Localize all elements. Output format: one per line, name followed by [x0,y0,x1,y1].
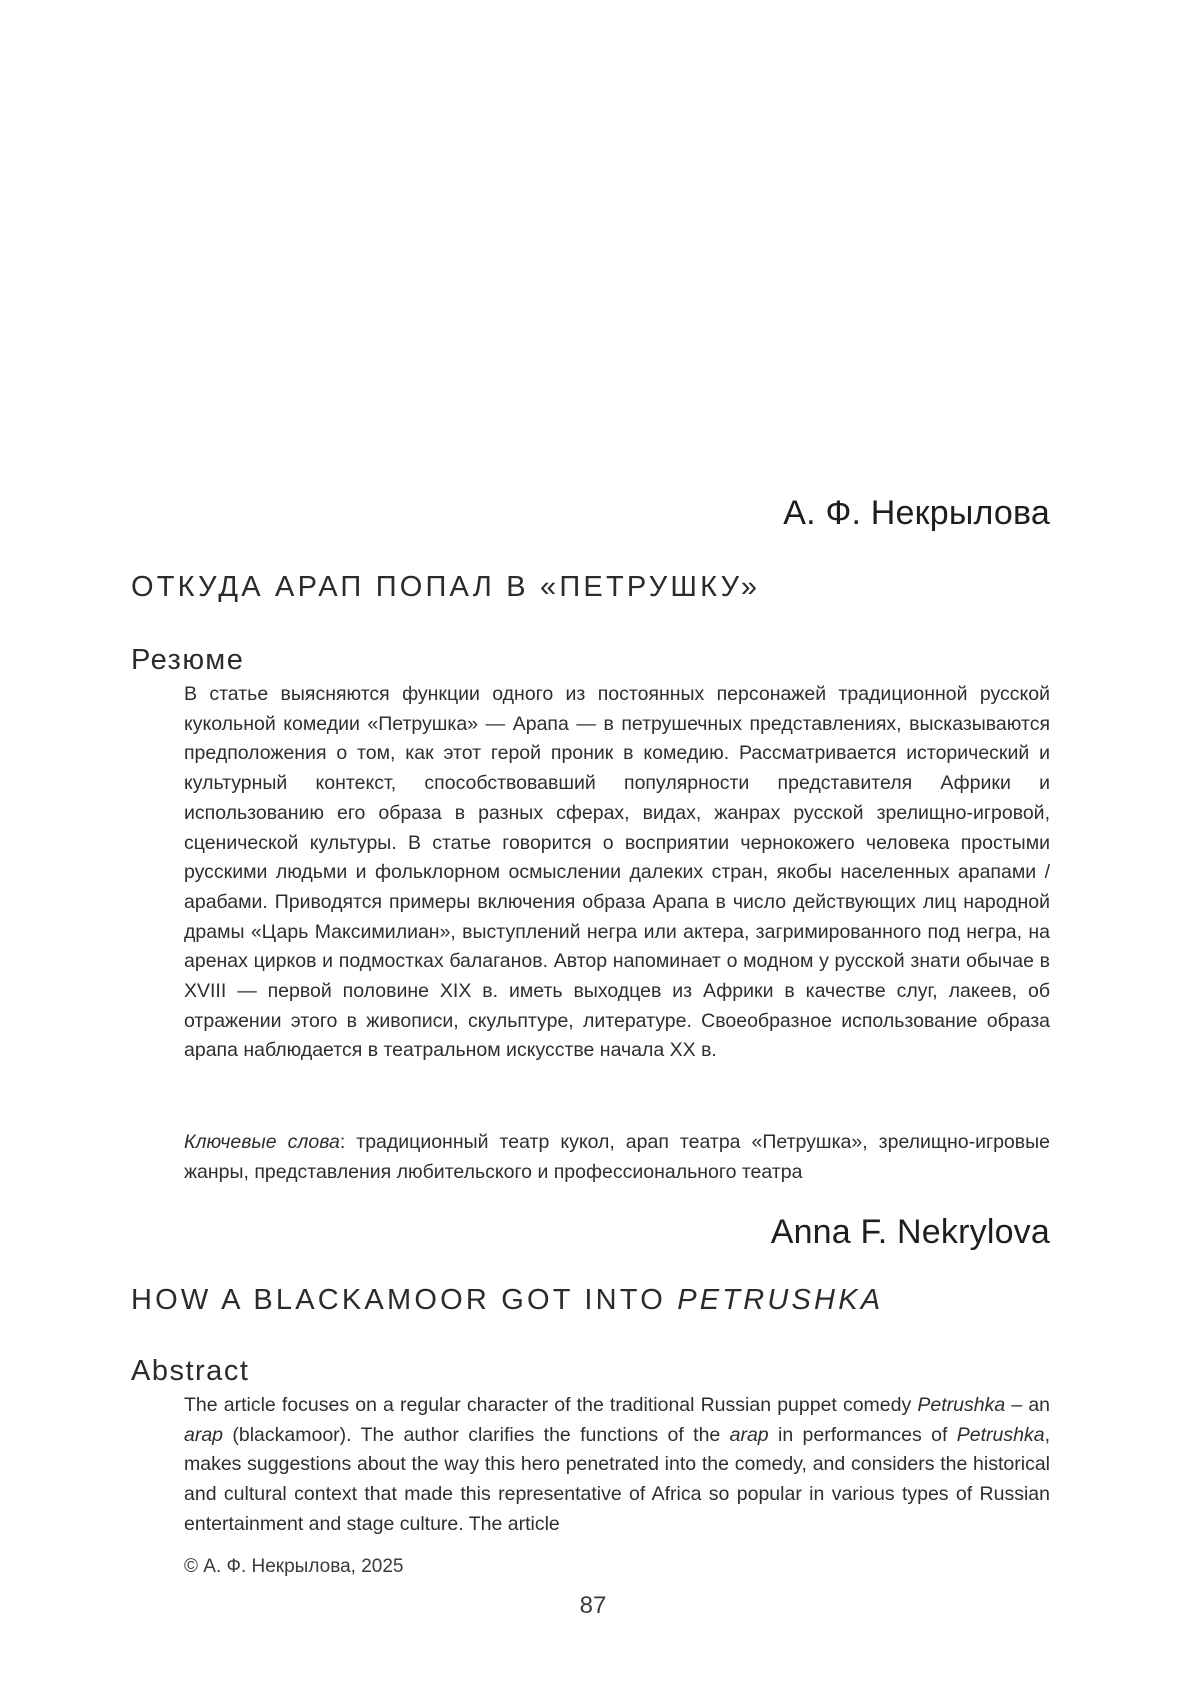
author-name-ru: А. Ф. Некрылова [783,494,1050,533]
article-title-en [131,1284,883,1317]
abstract-en-italic: Petrushka [957,1424,1045,1446]
abstract-en-part: (blackamoor). The author clarifies the functions of the [223,1424,730,1446]
abstract-body-en [184,1391,1050,1540]
keywords-ru [184,1128,1050,1187]
author-name-en: Anna F. Nekrylova [771,1213,1050,1252]
copyright-notice: © А. Ф. Некрылова, 2025 [184,1556,403,1578]
page-number: 87 [0,1592,1186,1620]
abstract-en-part: The article focuses on a regular character of the traditional Russian puppet comedy [184,1394,917,1416]
abstract-en-part: in performances of [769,1424,957,1446]
abstract-heading-ru: Резюме [131,644,244,677]
article-title-en-italic: PETRUSHKA [677,1284,883,1316]
abstract-text-ru: В статье выясняются функции одного из постоянных персонажей традиционной русской кукольной комедии «Петрушка» — Арапа — в петрушечных представлениях, высказываются предположения о том, как этот герой проник в комедию. Рассматривается исторический и культурный контекст, способствовавший популярности представителя Африки и использованию его образа в разных сферах, видах, жанрах русской зрелищно-игровой, сценической культуры. В статье говорится о восприятии чернокожего человека простыми русскими людьми и фольклорном осмыслении далеких стран, якобы населенных арапами / арабами. Приводятся примеры включения образа Арапа в число действующих лиц народной драмы «Царь Максимилиан», выступлений негра или актера, загримированного под негра, на аренах цирков и подмостках балаганов. Автор напоминает о модном у русской знати обычае в XVIII — первой половине XIX в. иметь выходцев из Африки в качестве слуг, лакеев, об отражении этого в живописи, скульптуре, литературе. Своеобразное использование образа арапа наблюдается в театральном искусстве начала XX в. [184,680,1050,1066]
keywords-text-ru: : традиционный театр кукол, арап театра «Петрушка», зрелищно-игровые жанры, представления любительского и профессионального театра [184,1131,1050,1183]
abstract-body-ru [184,680,1050,1066]
abstract-en-italic: Petrushka [917,1394,1005,1416]
article-page [0,0,1200,1686]
abstract-en-italic: arap [730,1424,769,1446]
abstract-en-italic: arap [184,1424,223,1446]
abstract-heading-en: Abstract [131,1355,249,1388]
abstract-en-part: , makes suggestions about the way this hero penetrated into the comedy, and considers the historical and cultural context that made this representative of Africa so popular in various types of Russian entertainment and stage culture. The article [184,1424,1050,1535]
abstract-text-en [184,1391,1050,1540]
keywords-label-ru: Ключевые слова [184,1131,340,1153]
article-title-en-plain: HOW A BLACKAMOOR GOT INTO [131,1284,677,1316]
article-title-ru: ОТКУДА АРАП ПОПАЛ В «ПЕТРУШКУ» [131,571,760,604]
abstract-en-part: – an [1005,1394,1050,1416]
